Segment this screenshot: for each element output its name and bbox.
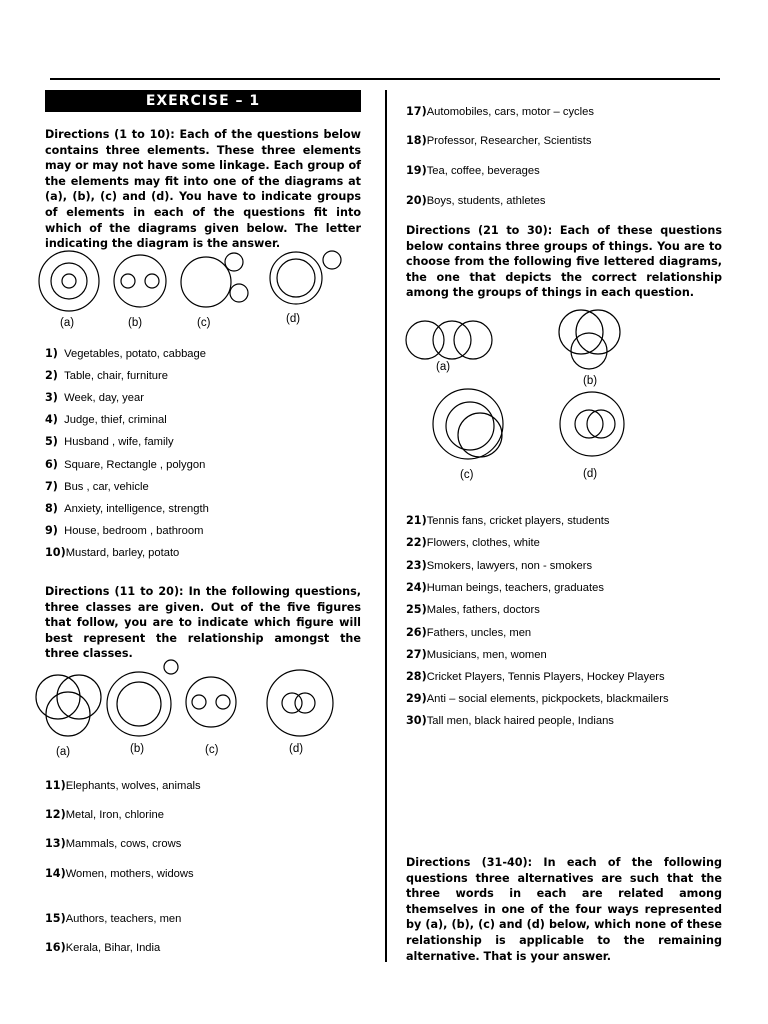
diagram-3d (560, 392, 624, 456)
diagram-2a-label: (a) (56, 746, 71, 758)
diagram-1d-label: (d) (286, 313, 301, 325)
diagram-2b-label: (b) (130, 743, 145, 755)
diagram-1c-label: (c) (197, 317, 211, 329)
diagram-3a-label: (a) (436, 361, 451, 373)
column-divider (385, 90, 387, 962)
diagram-2c (186, 677, 236, 727)
question-item: 27)Musicians, men, women (406, 648, 547, 661)
diagram-1d (270, 251, 341, 304)
question-item: 11)Elephants, wolves, animals (45, 779, 201, 792)
diagram-2c-label: (c) (205, 744, 219, 756)
diagram-2b (107, 660, 178, 736)
question-item: 6) Square, Rectangle , polygon (45, 458, 206, 471)
question-item: 13)Mammals, cows, crows (45, 837, 182, 850)
diagram-3a (406, 321, 492, 359)
question-item: 5) Husband , wife, family (45, 435, 174, 448)
question-item: 22)Flowers, clothes, white (406, 536, 540, 549)
question-item: 15)Authors, teachers, men (45, 912, 182, 925)
diagram-3c (433, 389, 503, 459)
diagram-2a (36, 675, 101, 736)
directions-1-10: Directions (1 to 10): Each of the questions below contains three elements. These three elements may or may not have some linkage. Each group of the elements may fit into one of the diagrams at (a), (b), (c) and (d). You have to indicate groups of elements in each of the questions fit into which of the diagrams given below. The letter indicating the diagram is the answer. (45, 128, 361, 251)
question-item: 25)Males, fathers, doctors (406, 603, 540, 616)
question-item: 21)Tennis fans, cricket players, students (406, 514, 610, 527)
diagram-1b (114, 255, 166, 307)
diagram-3b-label: (b) (583, 375, 598, 387)
directions-21-30: Directions (21 to 30): Each of these questions below contains three groups of things. You are to choose from the following five lettered diagrams, the one that depicts the correct relationship among the groups of things in each question. (406, 224, 722, 300)
question-item: 19)Tea, coffee, beverages (406, 164, 540, 177)
diagram-1a (39, 251, 99, 311)
question-item: 24)Human beings, teachers, graduates (406, 581, 604, 594)
question-item: 23)Smokers, lawyers, non - smokers (406, 559, 593, 572)
question-item: 30)Tall men, black haired people, Indians (406, 714, 614, 727)
question-item: 14)Women, mothers, widows (45, 867, 194, 880)
diagram-3d-label: (d) (583, 468, 598, 480)
exercise-title: EXERCISE – 1 (45, 90, 361, 112)
question-item: 29)Anti – social elements, pickpockets, blackmailers (406, 692, 669, 705)
diagram-2d (267, 670, 333, 736)
diagram-3c-label: (c) (460, 469, 474, 481)
diagram-3b (559, 310, 620, 369)
question-item: 7) Bus , car, vehicle (45, 480, 149, 493)
diagram-2d-label: (d) (289, 743, 304, 755)
question-item: 16)Kerala, Bihar, India (45, 941, 161, 954)
question-item: 8) Anxiety, intelligence, strength (45, 502, 209, 515)
question-item: 28)Cricket Players, Tennis Players, Hockey Players (406, 670, 665, 683)
question-item: 26)Fathers, uncles, men (406, 626, 532, 639)
question-item: 2) Table, chair, furniture (45, 369, 168, 382)
diagram-1c (181, 253, 248, 307)
question-item: 17)Automobiles, cars, motor – cycles (406, 105, 594, 118)
top-rule (50, 78, 720, 80)
question-item: 9) House, bedroom , bathroom (45, 524, 204, 537)
question-item: 18)Professor, Researcher, Scientists (406, 134, 592, 147)
question-item: 20)Boys, students, athletes (406, 194, 546, 207)
diagram-1b-label: (b) (128, 317, 143, 329)
question-item: 12)Metal, Iron, chlorine (45, 808, 164, 821)
question-item: 4) Judge, thief, criminal (45, 413, 167, 426)
directions-11-20: Directions (11 to 20): In the following questions, three classes are given. Out of the five figures that follow, you are to indicate which figure will best represent the relationship amongst the three classes. (45, 585, 361, 661)
diagram-1a-label: (a) (60, 317, 75, 329)
directions-31-40: Directions (31-40): In each of the following questions three alternatives are such that the three words in each are related among themselves in one of the four ways represented by (a), (b), (c) and (d) below, which none of these relationship is applicable to the remaining alternative. That is your answer. (406, 856, 722, 963)
question-item: 10)Mustard, barley, potato (45, 546, 180, 559)
diagram-set-3 (0, 0, 1, 1)
question-item: 1) Vegetables, potato, cabbage (45, 347, 206, 360)
question-item: 3) Week, day, year (45, 391, 144, 404)
